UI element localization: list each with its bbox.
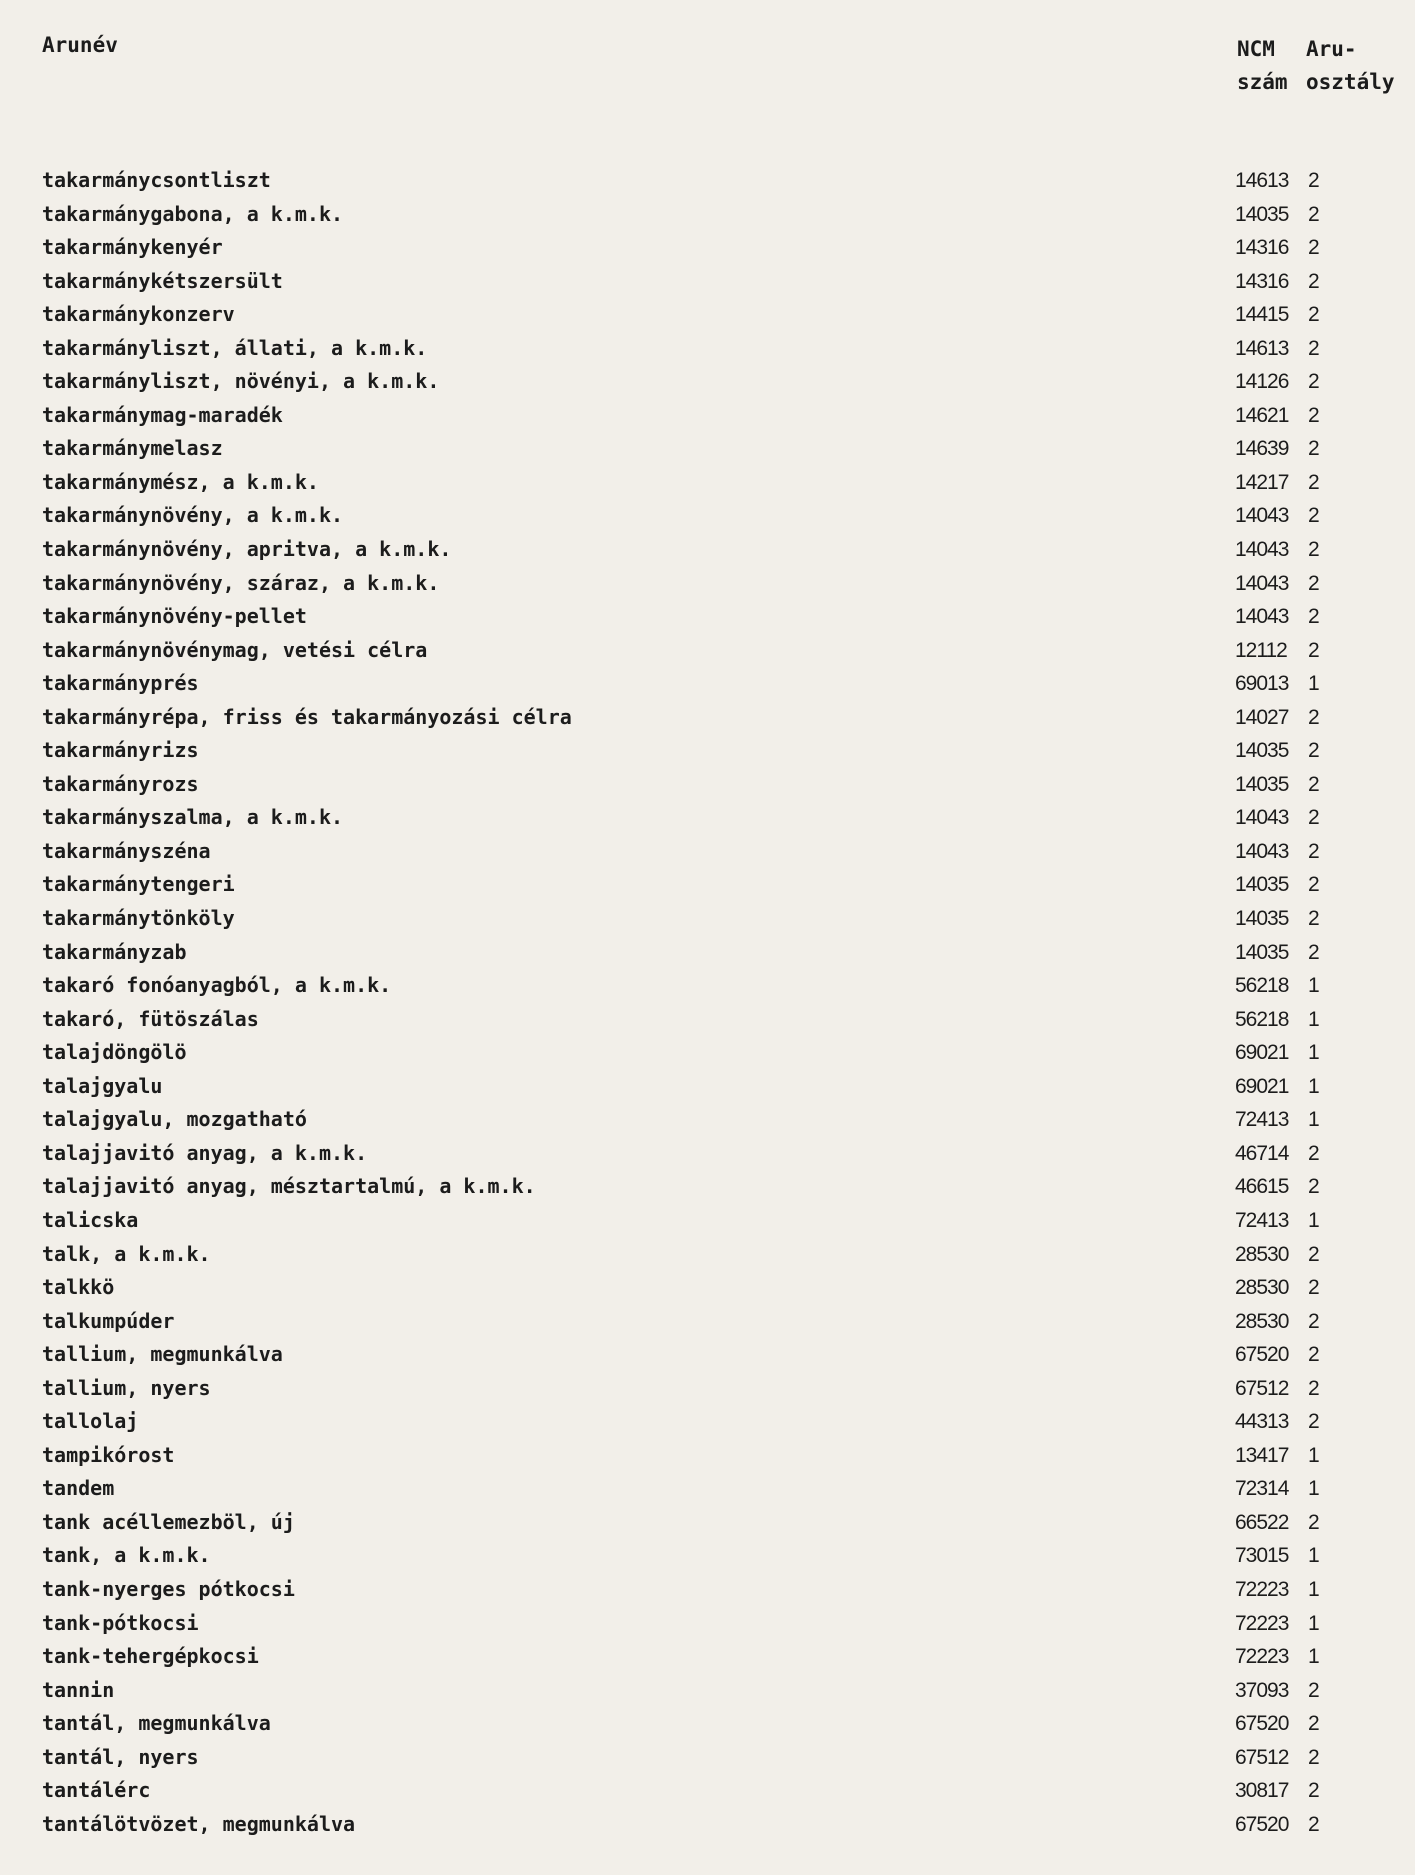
item-ncm-number: 46714 — [1235, 1141, 1289, 1165]
item-class: 2 — [1308, 1175, 1320, 1199]
list-item — [0, 1674, 1415, 1708]
item-ncm-number: 67520 — [1235, 1712, 1289, 1736]
list-item — [0, 365, 1415, 399]
item-name: takaró, fütöszálas — [42, 1006, 259, 1031]
item-name: takarmánynövény, száraz, a k.m.k. — [42, 570, 440, 595]
item-ncm-number: 44313 — [1235, 1410, 1289, 1434]
item-ncm-number: 14035 — [1235, 907, 1289, 931]
item-class: 2 — [1308, 236, 1320, 260]
item-name: tank-nyerges pótkocsi — [42, 1576, 295, 1601]
list-item — [0, 1137, 1415, 1171]
list-item — [0, 768, 1415, 802]
item-class: 2 — [1308, 605, 1320, 629]
item-ncm-number: 28530 — [1235, 1309, 1289, 1333]
list-item — [0, 1103, 1415, 1137]
item-ncm-number: 14043 — [1235, 806, 1289, 830]
item-ncm-number: 73015 — [1235, 1544, 1289, 1568]
item-name: takarmánycsontliszt — [42, 168, 271, 192]
column-header-class — [1306, 33, 1395, 99]
list-item — [0, 332, 1415, 366]
item-class: 1 — [1308, 1611, 1320, 1635]
item-class: 2 — [1308, 370, 1320, 394]
list-item — [0, 1338, 1415, 1372]
item-name: tallolaj — [42, 1409, 139, 1434]
item-class: 2 — [1308, 1309, 1320, 1333]
column-header-ncm-line1: NCM — [1237, 37, 1275, 61]
item-ncm-number: 67512 — [1235, 1376, 1289, 1400]
item-name: tank, a k.m.k. — [42, 1543, 211, 1568]
item-name: takarmányrépa, friss és takarmányozási célra — [42, 704, 572, 729]
item-class: 2 — [1308, 1779, 1320, 1803]
item-ncm-number: 28530 — [1235, 1276, 1289, 1300]
item-ncm-number: 72223 — [1235, 1645, 1289, 1669]
item-class: 2 — [1308, 202, 1320, 226]
item-ncm-number: 12112 — [1235, 638, 1287, 662]
list-item — [0, 432, 1415, 466]
list-item — [0, 298, 1415, 332]
item-name: tank acéllemezböl, új — [42, 1509, 295, 1534]
list-item — [0, 1774, 1415, 1808]
item-class: 2 — [1308, 571, 1320, 595]
column-header-class-line2: osztály — [1306, 70, 1395, 94]
item-name: talajgyalu — [42, 1073, 163, 1098]
item-ncm-number: 14043 — [1235, 571, 1289, 595]
list-item — [0, 868, 1415, 902]
item-ncm-number: 14035 — [1235, 940, 1289, 964]
list-item — [0, 936, 1415, 970]
list-item — [0, 198, 1415, 232]
list-item — [0, 1070, 1415, 1104]
column-header-class-line1: Aru- — [1306, 37, 1357, 61]
item-ncm-number: 69021 — [1235, 1074, 1289, 1098]
item-ncm-number: 14316 — [1235, 269, 1289, 293]
item-class: 2 — [1308, 705, 1320, 729]
list-item — [0, 1607, 1415, 1641]
item-ncm-number: 30817 — [1235, 1779, 1289, 1803]
item-class: 2 — [1308, 336, 1320, 360]
item-class: 2 — [1308, 1812, 1320, 1836]
item-name: takarmányliszt, növényi, a k.m.k. — [42, 369, 440, 394]
item-name: takarmányzab — [42, 939, 187, 964]
list-item — [0, 701, 1415, 735]
item-ncm-number: 72223 — [1235, 1577, 1289, 1601]
item-ncm-number: 13417 — [1235, 1443, 1289, 1467]
item-class: 1 — [1308, 1074, 1320, 1098]
item-ncm-number: 14217 — [1235, 470, 1289, 494]
item-name: takarmánynövény, a k.m.k. — [42, 503, 344, 528]
item-name: talkkö — [42, 1275, 115, 1300]
list-item — [0, 1372, 1415, 1406]
item-name: takarmánykétszersült — [42, 268, 283, 293]
item-ncm-number: 14027 — [1235, 705, 1289, 729]
list-item — [0, 265, 1415, 299]
item-name: tampikórost — [42, 1442, 175, 1467]
item-ncm-number: 66522 — [1235, 1510, 1289, 1534]
list-item — [0, 734, 1415, 768]
item-ncm-number: 56218 — [1235, 974, 1289, 998]
item-name: talkumpúder — [42, 1308, 175, 1333]
item-name: takarmányszalma, a k.m.k. — [42, 805, 344, 830]
list-item — [0, 399, 1415, 433]
list-item — [0, 1439, 1415, 1473]
item-name: talajgyalu, mozgatható — [42, 1107, 307, 1132]
item-ncm-number: 37093 — [1235, 1678, 1289, 1702]
list-item — [0, 1003, 1415, 1037]
list-item — [0, 231, 1415, 265]
item-class: 1 — [1308, 1544, 1320, 1568]
list-item — [0, 1808, 1415, 1842]
item-class: 2 — [1308, 504, 1320, 528]
item-name: tallium, nyers — [42, 1375, 211, 1400]
item-class: 2 — [1308, 303, 1320, 327]
item-ncm-number: 67512 — [1235, 1745, 1289, 1769]
list-item — [0, 1640, 1415, 1674]
list-item — [0, 1170, 1415, 1204]
item-ncm-number: 56218 — [1235, 1007, 1289, 1031]
item-ncm-number: 14035 — [1235, 873, 1289, 897]
item-name: takarmányprés — [42, 671, 199, 696]
item-class: 1 — [1308, 974, 1320, 998]
item-class: 1 — [1308, 1208, 1320, 1232]
item-ncm-number: 14043 — [1235, 504, 1289, 528]
item-name: talajjavitó anyag, mésztartalmú, a k.m.k. — [42, 1174, 536, 1199]
item-ncm-number: 67520 — [1235, 1812, 1289, 1836]
list-item — [0, 1238, 1415, 1272]
item-ncm-number: 14035 — [1235, 772, 1289, 796]
item-name: takarmányszéna — [42, 838, 211, 863]
list-item — [0, 667, 1415, 701]
item-name: tannin — [42, 1677, 115, 1702]
list-item — [0, 1539, 1415, 1573]
item-class: 1 — [1308, 672, 1320, 696]
item-ncm-number: 72413 — [1235, 1208, 1289, 1232]
list-item — [0, 1472, 1415, 1506]
item-name: takarmánymész, a k.m.k. — [42, 469, 319, 494]
item-class: 2 — [1308, 1242, 1320, 1266]
item-class: 2 — [1308, 638, 1320, 662]
item-name: tank-pótkocsi — [42, 1610, 199, 1635]
item-name: takarmánynövénymag, vetési célra — [42, 637, 428, 662]
item-class: 1 — [1308, 1007, 1320, 1031]
item-name: tandem — [42, 1476, 115, 1501]
item-ncm-number: 14613 — [1235, 336, 1289, 360]
item-class: 2 — [1308, 772, 1320, 796]
list-item — [0, 1036, 1415, 1070]
list-item — [0, 801, 1415, 835]
list-item — [0, 1405, 1415, 1439]
item-name: takarmánymelasz — [42, 436, 223, 461]
item-ncm-number: 14043 — [1235, 839, 1289, 863]
item-class: 2 — [1308, 1712, 1320, 1736]
item-class: 2 — [1308, 1276, 1320, 1300]
item-ncm-number: 72413 — [1235, 1108, 1289, 1132]
item-ncm-number: 14613 — [1235, 169, 1289, 192]
item-name: takarmánykonzerv — [42, 302, 235, 327]
list-item — [0, 902, 1415, 936]
list-item — [0, 634, 1415, 668]
item-ncm-number: 14126 — [1235, 370, 1289, 394]
item-name: tantálötvözet, megmunkálva — [42, 1811, 356, 1836]
item-class: 2 — [1308, 839, 1320, 863]
item-name: tank-tehergépkocsi — [42, 1644, 259, 1669]
item-class: 1 — [1308, 1108, 1320, 1132]
list-item — [0, 499, 1415, 533]
item-name: takarmánynövény-pellet — [42, 604, 307, 629]
item-ncm-number: 14035 — [1235, 739, 1289, 763]
item-name: takarmánytönköly — [42, 906, 235, 931]
item-class: 1 — [1308, 1443, 1320, 1467]
item-name: tantál, nyers — [42, 1744, 199, 1769]
list-item — [0, 1573, 1415, 1607]
list-item — [0, 533, 1415, 567]
item-name: takarmánynövény, apritva, a k.m.k. — [42, 537, 452, 562]
item-name: talajjavitó anyag, a k.m.k. — [42, 1140, 368, 1165]
list-item — [0, 1271, 1415, 1305]
column-header-item-name: Arunév — [42, 33, 118, 57]
item-name: tantál, megmunkálva — [42, 1711, 271, 1736]
item-ncm-number: 14035 — [1235, 202, 1289, 226]
item-name: takarmánykenyér — [42, 235, 223, 260]
list-item — [0, 600, 1415, 634]
item-class: 1 — [1308, 1477, 1320, 1501]
column-header-ncm-line2: szám — [1237, 70, 1288, 94]
item-ncm-number: 14621 — [1235, 403, 1289, 427]
column-header-ncm — [1237, 33, 1288, 99]
item-ncm-number: 14043 — [1235, 538, 1289, 562]
list-item — [0, 567, 1415, 601]
item-class: 2 — [1308, 873, 1320, 897]
item-name: takaró fonóanyagból, a k.m.k. — [42, 973, 392, 998]
list-item — [0, 969, 1415, 1003]
item-list — [0, 164, 1415, 1841]
item-name: takarmányrizs — [42, 738, 199, 763]
item-class: 2 — [1308, 538, 1320, 562]
item-class: 2 — [1308, 437, 1320, 461]
item-ncm-number: 14043 — [1235, 605, 1289, 629]
list-item — [0, 1741, 1415, 1775]
item-class: 1 — [1308, 1645, 1320, 1669]
item-ncm-number: 28530 — [1235, 1242, 1289, 1266]
item-class: 2 — [1308, 169, 1320, 192]
item-class: 1 — [1308, 1577, 1320, 1601]
item-name: takarmányrozs — [42, 771, 199, 796]
item-name: talk, a k.m.k. — [42, 1241, 211, 1266]
item-name: talajdöngölö — [42, 1040, 187, 1065]
list-item — [0, 164, 1415, 198]
item-class: 2 — [1308, 739, 1320, 763]
item-class: 2 — [1308, 403, 1320, 427]
item-class: 2 — [1308, 1376, 1320, 1400]
item-name: takarmánymag-maradék — [42, 402, 283, 427]
item-class: 2 — [1308, 470, 1320, 494]
list-item — [0, 1305, 1415, 1339]
item-class: 2 — [1308, 1141, 1320, 1165]
item-name: takarmánytengeri — [42, 872, 235, 897]
item-ncm-number: 72223 — [1235, 1611, 1289, 1635]
item-name: tallium, megmunkálva — [42, 1342, 283, 1367]
item-ncm-number: 14316 — [1235, 236, 1289, 260]
list-item — [0, 1204, 1415, 1238]
item-name: takarmányliszt, állati, a k.m.k. — [42, 335, 428, 360]
item-name: tantálérc — [42, 1778, 151, 1803]
item-name: talicska — [42, 1207, 139, 1232]
item-name: takarmánygabona, a k.m.k. — [42, 201, 344, 226]
list-item — [0, 835, 1415, 869]
item-ncm-number: 69013 — [1235, 672, 1289, 696]
list-item — [0, 1506, 1415, 1540]
item-ncm-number: 46615 — [1235, 1175, 1289, 1199]
list-item — [0, 466, 1415, 500]
item-class: 2 — [1308, 907, 1320, 931]
item-ncm-number: 14415 — [1235, 303, 1289, 327]
item-ncm-number: 72314 — [1235, 1477, 1289, 1501]
item-class: 2 — [1308, 1745, 1320, 1769]
item-class: 2 — [1308, 1343, 1320, 1367]
item-class: 2 — [1308, 269, 1320, 293]
item-class: 2 — [1308, 806, 1320, 830]
item-class: 2 — [1308, 1410, 1320, 1434]
list-item — [0, 1707, 1415, 1741]
item-class: 2 — [1308, 940, 1320, 964]
item-class: 2 — [1308, 1510, 1320, 1534]
item-ncm-number: 14639 — [1235, 437, 1289, 461]
item-ncm-number: 69021 — [1235, 1041, 1289, 1065]
item-class: 1 — [1308, 1041, 1320, 1065]
item-ncm-number: 67520 — [1235, 1343, 1289, 1367]
item-class: 2 — [1308, 1678, 1320, 1702]
